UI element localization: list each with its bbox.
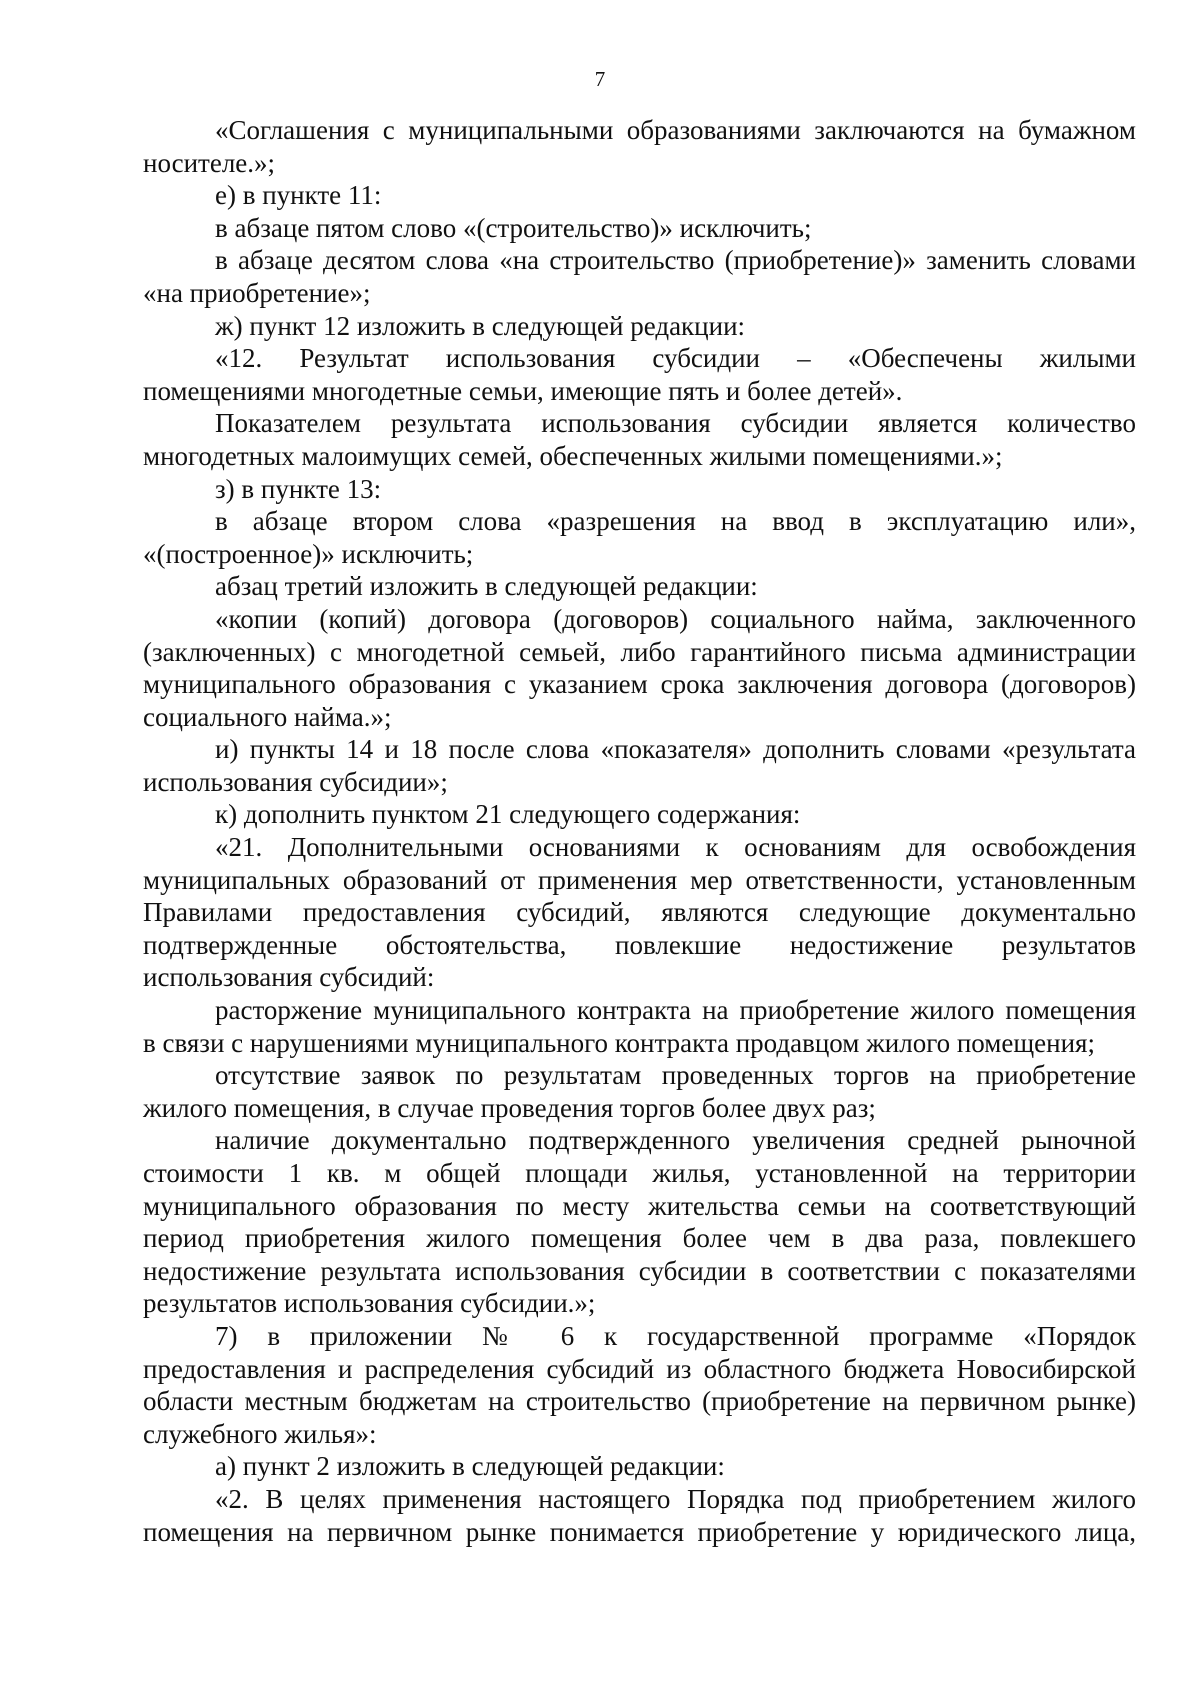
text-line: муниципального образования с указанием срока заключения договора (договоров) [143, 669, 1136, 700]
text-line: муниципального образования по месту жительства семьи на соответствующий [143, 1190, 1136, 1221]
text-line: расторжение муниципального контракта на приобретение жилого помещения [215, 995, 1136, 1026]
text-line: помещениями многодетные семьи, имеющие пять и более детей». [143, 375, 903, 406]
text-line: использования субсидий: [143, 962, 435, 993]
text-line: в абзаце пятом слово «(строительство)» исключить; [215, 212, 812, 243]
text-line: ж) пункт 12 изложить в следующей редакции: [215, 310, 746, 341]
text-line: в абзаце десятом слова «на строительство (приобретение)» заменить словами [215, 245, 1136, 276]
text-line: «21. Дополнительными основаниями к основаниям для освобождения [215, 832, 1136, 863]
text-line: многодетных малоимущих семей, обеспеченных жилыми помещениями.»; [143, 440, 1003, 471]
text-line: в абзаце втором слова «разрешения на ввод в эксплуатацию или», [215, 506, 1136, 537]
text-line: служебного жилья»: [143, 1418, 377, 1449]
text-line: «(построенное)» исключить; [143, 538, 474, 569]
text-line: абзац третий изложить в следующей редакции: [215, 571, 758, 602]
text-line: «Соглашения с муниципальными образованиями заключаются на бумажном [215, 115, 1136, 145]
text-line: и) пункты 14 и 18 после слова «показателя» дополнить словами «результата [215, 734, 1136, 765]
text-line: з) в пункте 13: [215, 473, 382, 504]
text-line: «12. Результат использования субсидии – «Обеспечены жилыми [215, 343, 1136, 374]
text-line: к) дополнить пунктом 21 следующего содержания: [215, 799, 801, 830]
page-number: 7 [594, 67, 606, 91]
text-line: Показателем результата использования субсидии является количество [215, 408, 1136, 439]
text-line: стоимости 1 кв. м общей площади жилья, установленной на территории [143, 1158, 1136, 1188]
text-line: е) в пункте 11: [215, 180, 382, 211]
text-line: наличие документально подтвержденного увеличения средней рыночной [215, 1125, 1136, 1156]
document-body [143, 114, 1136, 1548]
text-line: «2. В целях применения настоящего Порядка под приобретением жилого [215, 1483, 1136, 1514]
text-line: использования субсидии»; [143, 766, 448, 797]
text-line: помещения на первичном рынке понимается приобретение у юридического лица, [143, 1516, 1136, 1547]
text-line: жилого помещения, в случае проведения торгов более двух раз; [143, 1092, 876, 1123]
text-line: «на приобретение»; [143, 277, 371, 308]
text-line: недостижение результата использования субсидии в соответствии с показателями [143, 1255, 1136, 1286]
text-line: подтвержденные обстоятельства, повлекшие недостижение результатов [143, 929, 1136, 960]
text-line: носителе.»; [143, 147, 276, 178]
text-line: муниципальных образований от применения мер ответственности, установленным [143, 864, 1136, 895]
text-line: в связи с нарушениями муниципального контракта продавцом жилого помещения; [143, 1027, 1095, 1058]
text-line: области местным бюджетам на строительство (приобретение на первичном рынке) [143, 1386, 1136, 1417]
text-line: социального найма.»; [143, 701, 392, 732]
text-line: 7) в приложении № 6 к государственной программе «Порядок [215, 1320, 1136, 1351]
text-line: Правилами предоставления субсидий, являются следующие документально [143, 897, 1136, 928]
text-line: результатов использования субсидии.»; [143, 1288, 596, 1319]
text-line: (заключенных) с многодетной семьей, либо гарантийного письма администрации [143, 636, 1136, 667]
text-line: предоставления и распределения субсидий из областного бюджета Новосибирской [143, 1353, 1136, 1384]
text-line: «копии (копий) договора (договоров) социального найма, заключенного [215, 603, 1136, 634]
text-line: период приобретения жилого помещения более чем в два раза, повлекшего [143, 1223, 1136, 1254]
text-line: а) пункт 2 изложить в следующей редакции: [215, 1451, 725, 1482]
text-line: отсутствие заявок по результатам проведенных торгов на приобретение [215, 1060, 1136, 1091]
